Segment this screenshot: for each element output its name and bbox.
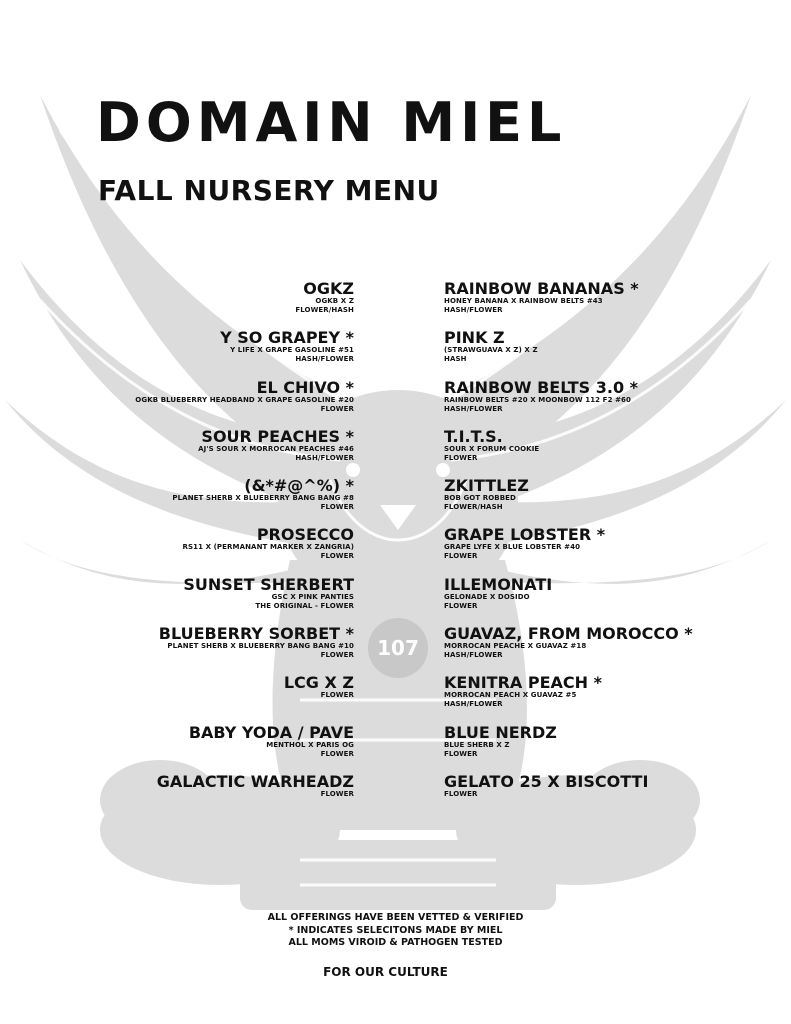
strain-detail: FLOWER xyxy=(320,789,354,798)
strain-detail: MORROCAN PEACH X GUAVAZ #5 xyxy=(444,691,577,700)
footer-line: * INDICATES SELECITONS MADE BY MIEL xyxy=(288,924,503,936)
menu-item xyxy=(120,576,354,625)
menu-item xyxy=(120,674,354,723)
strain-detail: FLOWER xyxy=(320,651,354,660)
strain-name: SUNSET SHERBERT xyxy=(183,574,354,594)
menu-item xyxy=(120,526,354,575)
strain-detail: HASH/FLOWER xyxy=(444,651,503,660)
strain-detail: HASH/FLOWER xyxy=(295,355,354,364)
strain-detail: OGKB BLUEBERRY HEADBAND X GRAPE GASOLINE #20 xyxy=(135,395,354,404)
strain-detail: PLANET SHERB X BLUEBERRY BANG BANG #8 xyxy=(172,494,354,503)
strain-name: T.I.T.S. xyxy=(444,426,503,446)
strain-name: ILLEMONATI xyxy=(444,574,553,594)
strain-name: PINK Z xyxy=(444,328,505,348)
menu-item xyxy=(120,428,354,477)
strain-detail: RAINBOW BELTS #20 X MOONBOW 112 F2 #60 xyxy=(444,395,631,404)
strain-name: BLUEBERRY SORBET * xyxy=(158,624,354,644)
right-menu-column xyxy=(444,280,744,822)
menu-item xyxy=(120,724,354,773)
menu-title: FALL NURSERY MENU xyxy=(98,174,440,207)
strain-detail: FLOWER xyxy=(320,552,354,561)
strain-detail: HASH/FLOWER xyxy=(444,404,503,413)
menu-item xyxy=(444,280,744,329)
menu-item xyxy=(444,724,744,773)
strain-name: LCG X Z xyxy=(283,673,354,693)
strain-detail: MORROCAN PEACHE X GUAVAZ #18 xyxy=(444,642,587,651)
menu-item xyxy=(444,379,744,428)
strain-detail: GSC X PINK PANTIES xyxy=(271,592,354,601)
strain-name: OGKZ xyxy=(303,279,354,298)
strain-detail: FLOWER xyxy=(320,503,354,512)
strain-detail: (STRAWGUAVA X Z) X Z xyxy=(444,346,538,355)
strain-name: BABY YODA / PAVE xyxy=(188,722,354,742)
strain-name: ZKITTLEZ xyxy=(444,476,529,496)
strain-name: GUAVAZ, FROM MOROCCO * xyxy=(444,624,693,644)
strain-detail: FLOWER/HASH xyxy=(295,306,354,314)
menu-item xyxy=(120,625,354,674)
strain-name: BLUE NERDZ xyxy=(444,722,557,742)
brand-logo-text: DOMAIN MIEL xyxy=(96,91,567,154)
strain-name: GALACTIC WARHEADZ xyxy=(156,771,354,791)
menu-item xyxy=(444,674,744,723)
emblem-badge-text: 107 xyxy=(377,636,419,660)
strain-name: GRAPE LOBSTER * xyxy=(444,525,606,545)
strain-name: (&*#@^%) * xyxy=(244,476,354,496)
menu-item xyxy=(444,576,744,625)
strain-detail: FLOWER xyxy=(444,601,478,610)
tagline: FOR OUR CULTURE xyxy=(323,965,448,979)
footer-line: ALL MOMS VIROID & PATHOGEN TESTED xyxy=(288,937,503,948)
strain-detail: FLOWER xyxy=(444,749,478,758)
strain-detail: BLUE SHERB X Z xyxy=(444,740,510,749)
menu-item xyxy=(120,329,354,378)
footer-notes xyxy=(0,912,791,950)
menu-item xyxy=(444,329,744,378)
menu-item xyxy=(444,625,744,674)
strain-detail: FLOWER xyxy=(320,691,354,700)
menu-item xyxy=(120,477,354,526)
strain-detail: HASH xyxy=(444,355,467,364)
footer-line: ALL OFFERINGS HAVE BEEN VETTED & VERIFIED xyxy=(267,912,524,923)
menu-item xyxy=(444,526,744,575)
menu-item xyxy=(444,477,744,526)
strain-detail: HASH/FLOWER xyxy=(444,306,503,314)
strain-detail: Y LIFE X GRAPE GASOLINE #51 xyxy=(230,346,354,355)
strain-detail: FLOWER xyxy=(320,404,354,413)
strain-detail: OGKB X Z xyxy=(315,297,354,305)
strain-name: RAINBOW BANANAS * xyxy=(444,279,639,298)
strain-detail: GRAPE LYFE X BLUE LOBSTER #40 xyxy=(444,543,581,552)
strain-name: GELATO 25 X BISCOTTI xyxy=(444,771,649,791)
menu-item xyxy=(120,280,354,329)
menu-item xyxy=(444,428,744,477)
strain-detail: FLOWER xyxy=(444,453,478,462)
strain-detail: HONEY BANANA X RAINBOW BELTS #43 xyxy=(444,297,603,305)
strain-name: EL CHIVO * xyxy=(256,377,354,397)
strain-detail: HASH/FLOWER xyxy=(295,453,354,462)
strain-detail: BOB GOT ROBBED xyxy=(444,494,516,503)
strain-name: KENITRA PEACH * xyxy=(444,673,602,693)
strain-name: RAINBOW BELTS 3.0 * xyxy=(444,377,639,397)
strain-detail: FLOWER xyxy=(320,749,354,758)
strain-detail: GELONADE X DOSIDO xyxy=(444,592,530,601)
strain-detail: THE ORIGINAL - FLOWER xyxy=(255,601,354,610)
strain-detail: RS11 X (PERMANANT MARKER X ZANGRIA) xyxy=(182,543,354,552)
strain-name: SOUR PEACHES * xyxy=(201,426,354,446)
menu-item xyxy=(444,773,744,822)
strain-detail: SOUR X FORUM COOKIE xyxy=(444,444,540,453)
menu-item xyxy=(120,773,354,822)
strain-detail: FLOWER xyxy=(444,789,478,798)
strain-detail: MENTHOL X PARIS OG xyxy=(266,740,354,749)
strain-name: PROSECCO xyxy=(256,525,354,545)
strain-detail: PLANET SHERB X BLUEBERRY BANG BANG #10 xyxy=(167,642,354,651)
strain-detail: HASH/FLOWER xyxy=(444,700,503,709)
strain-detail: FLOWER/HASH xyxy=(444,503,503,512)
strain-detail: FLOWER xyxy=(444,552,478,561)
left-menu-column xyxy=(120,280,354,822)
strain-name: Y SO GRAPEY * xyxy=(220,328,354,348)
strain-detail: AJ'S SOUR X MORROCAN PEACHES #46 xyxy=(198,444,354,453)
menu-item xyxy=(120,379,354,428)
